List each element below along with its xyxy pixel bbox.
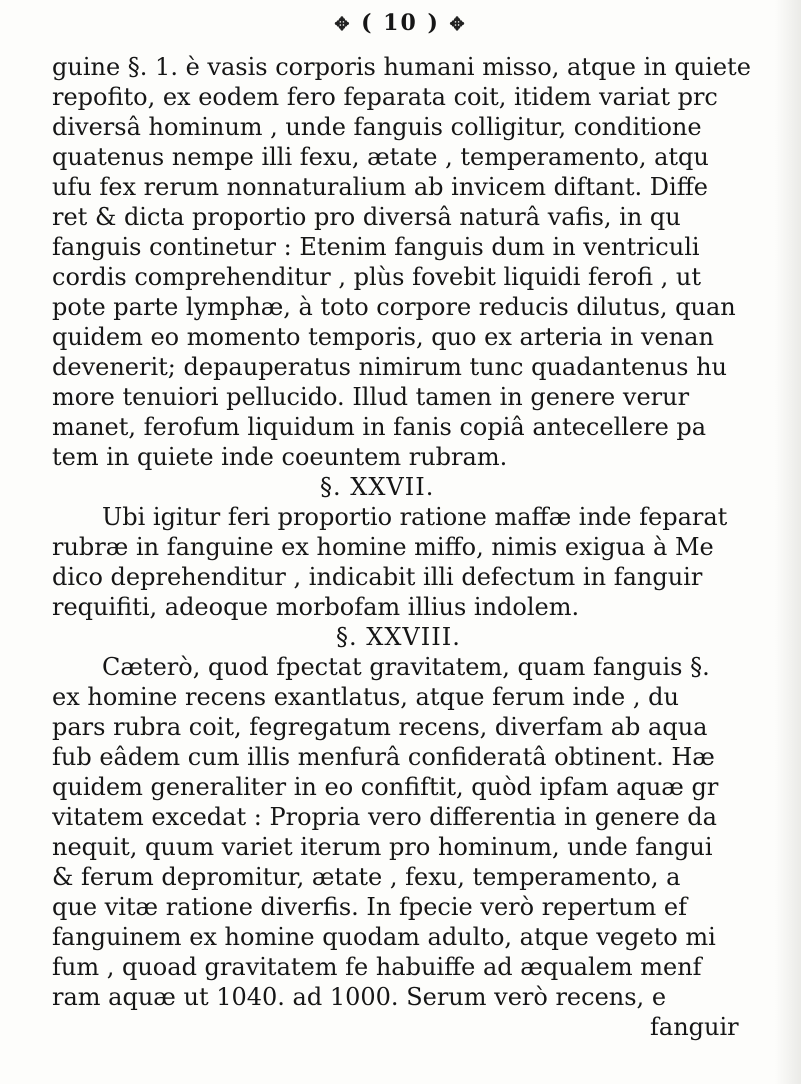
text-line: diversâ hominum , unde fanguis colligitur, conditione — [52, 113, 702, 141]
text-line: fub eâdem cum illis menfurâ confideratâ obtinent. Hæ — [52, 743, 715, 771]
text-line: ret & dicta proportio pro diversâ naturâ vafis, in qu — [52, 203, 681, 231]
text-line: rubræ in fanguine ex homine miffo, nimis exigua à Me — [52, 533, 714, 561]
text-line: dico deprehenditur , indicabit illi defectum in fanguir — [52, 563, 703, 591]
section-heading-28: §. XXVIII. — [336, 623, 461, 651]
text-line: Cæterò, quod fpectat gravitatem, quam fanguis §. — [102, 653, 710, 681]
text-line: ufu fex rerum nonnaturalium ab invicem diftant. Diffe — [52, 173, 708, 201]
text-line: fanguis continetur : Etenim fanguis dum in ventriculi — [52, 233, 700, 261]
ornament-right-icon: ✥ — [449, 14, 467, 35]
text-line: fanguinem ex homine quodam adulto, atque vegeto mi — [52, 923, 716, 951]
text-line: cordis comprehenditur , plùs fovebit liquidi ferofi , ut — [52, 263, 702, 291]
body-text — [52, 52, 780, 1042]
text-line: quatenus nempe illi fexu, ætate , temperamento, atqu — [52, 143, 709, 171]
text-line: quidem generaliter in eo confiftit, quòd ipfam aquæ gr — [52, 773, 719, 801]
text-line: ex homine recens exantlatus, atque ferum inde , du — [52, 683, 679, 711]
text-line: que vitæ ratione diverfis. In fpecie verò repertum ef — [52, 893, 687, 921]
text-line: vitatem excedat : Propria vero differentia in genere da — [52, 803, 717, 831]
text-line: requifiti, adeoque morbofam illius indolem. — [52, 593, 580, 621]
text-line: fum , quoad gravitatem fe habuiffe ad æqualem menf — [52, 953, 702, 981]
text-line: nequit, quum variet iterum pro hominum, unde fangui — [52, 833, 713, 861]
page-number: ( 10 ) — [361, 10, 440, 36]
ornament-left-icon: ✥ — [334, 14, 352, 35]
section-heading-27: §. XXVII. — [320, 473, 435, 501]
text-line: guine §. 1. è vasis corporis humani misso, atque in quiete — [52, 53, 751, 81]
page-header — [0, 10, 801, 36]
text-line: manet, ferofum liquidum in fanis copiâ antecellere pa — [52, 413, 707, 441]
text-line: repofito, ex eodem fero feparata coit, itidem variat prc — [52, 83, 718, 111]
text-line: ram aquæ ut 1040. ad 1000. Serum verò recens, e — [52, 983, 667, 1011]
text-line: more tenuiori pellucido. Illud tamen in genere verur — [52, 383, 690, 411]
text-line: pars rubra coit, fegregatum recens, diverfam ab aqua — [52, 713, 708, 741]
text-line: Ubi igitur feri proportio ratione maffæ inde feparat — [102, 503, 728, 531]
text-line: devenerit; depauperatus nimirum tunc quadantenus hu — [52, 353, 727, 381]
text-line: tem in quiete inde coeuntem rubram. — [52, 443, 508, 471]
catchword: fanguir — [650, 1013, 739, 1041]
text-line: quidem eo momento temporis, quo ex arteria in venan — [52, 323, 714, 351]
text-line: & ferum depromitur, ætate , fexu, temperamento, a — [52, 863, 681, 891]
text-line: pote parte lymphæ, à toto corpore reducis dilutus, quan — [52, 293, 736, 321]
